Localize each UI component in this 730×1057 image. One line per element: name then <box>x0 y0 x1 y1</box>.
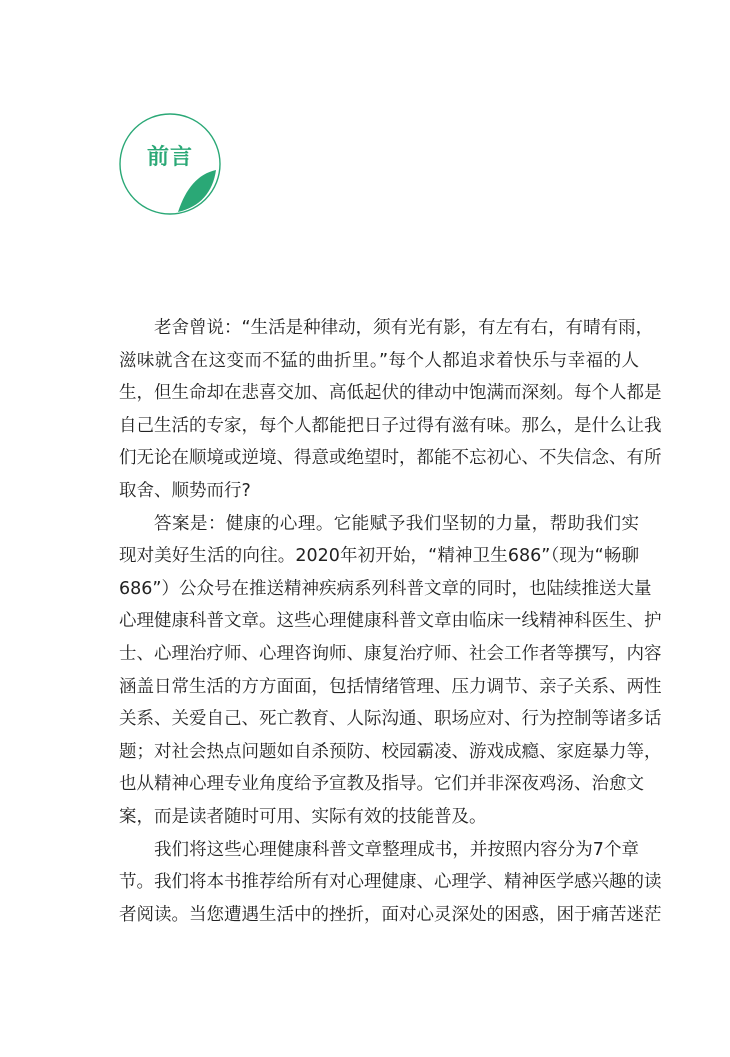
text-line: 686”）公众号在推送精神疾病系列科普文章的同时，也陆续推送大量 <box>119 578 652 599</box>
text-line: 也从精神心理专业角度给予宣教及指导。它们并非深夜鸡汤、治愈文 <box>119 774 644 795</box>
text-line: 心理健康科普文章。这些心理健康科普文章由临床一线精神科医生、护 <box>119 611 662 632</box>
text-line: 士、心理治疗师、心理咨询师、康复治疗师、社会工作者等撰写，内容 <box>119 643 662 664</box>
text-line: 案，而是读者随时可用、实际有效的技能普及。 <box>119 806 487 827</box>
text-line: 现对美好生活的向往。2020年初开始，“精神卫生686”（现为“畅聊 <box>119 546 639 567</box>
text-line: 自己生活的专家，每个人都能把日子过得有滋有味。那么，是什么让我 <box>119 415 662 436</box>
text-line: 老舍曾说：“生活是种律动，须有光有影，有左有右，有晴有雨， <box>154 318 654 338</box>
text-line: 涵盖日常生活的方方面面，包括情绪管理、压力调节、亲子关系、两性 <box>119 676 662 697</box>
text-line: 取舍、顺势而行? <box>119 480 251 501</box>
text-line: 我们将这些心理健康科普文章整理成书，并按照内容分为7个章 <box>154 839 639 860</box>
text-line: 生，但生命却在悲喜交加、高低起伏的律动中饱满而深刻。每个人都是 <box>119 383 662 404</box>
text-line: 们无论在顺境或逆境、得意或绝望时，都能不忘初心、不失信念、有所 <box>119 448 662 469</box>
text-line: 题；对社会热点问题如自杀预防、校园霸凌、游戏成瘾、家庭暴力等， <box>119 741 662 762</box>
text-line: 滋味就含在这变而不猛的曲折里。”每个人都追求着快乐与幸福的人 <box>119 350 639 371</box>
preface-body <box>119 312 662 931</box>
text-line: 者阅读。当您遭遇生活中的挫折，面对心灵深处的困惑，困于痛苦迷茫 <box>119 904 662 925</box>
text-line: 节。我们将本书推荐给所有对心理健康、心理学、精神医学感兴趣的读 <box>119 872 662 893</box>
text-line: 答案是：健康的心理。它能赋予我们坚韧的力量，帮助我们实 <box>154 513 639 534</box>
preface-badge <box>118 112 222 216</box>
paragraph-3 <box>119 834 662 932</box>
text-line: 关系、关爱自己、死亡教育、人际沟通、职场应对、行为控制等诸多话 <box>119 709 662 730</box>
page-title: 前言 <box>146 145 193 170</box>
paragraph-1 <box>119 312 662 508</box>
paragraph-2 <box>119 508 662 834</box>
